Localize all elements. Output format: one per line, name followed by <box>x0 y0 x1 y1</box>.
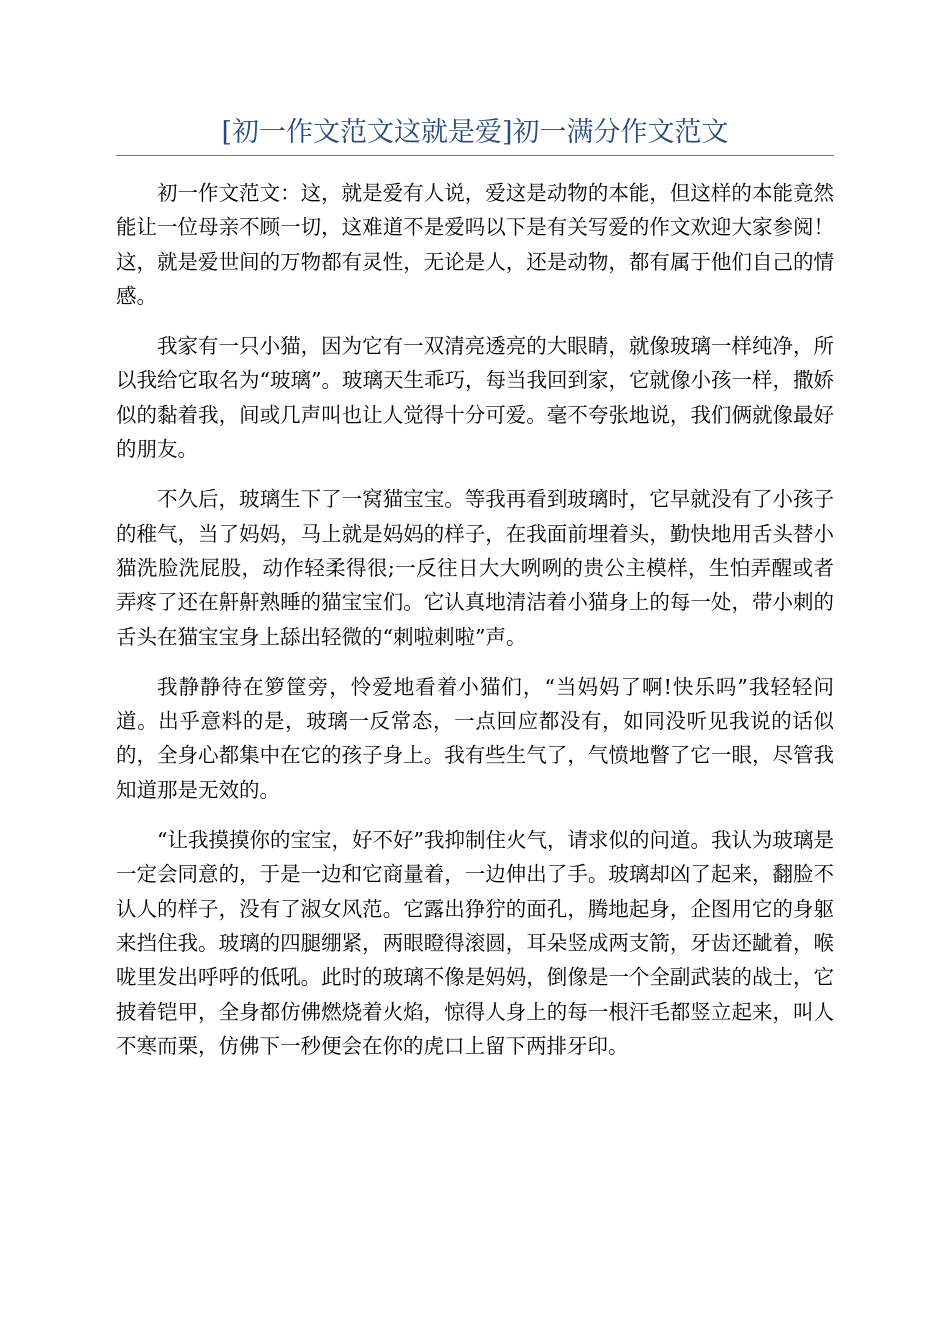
paragraph-3: 不久后，玻璃生下了一窝猫宝宝。等我再看到玻璃时，它早就没有了小孩子的稚气，当了妈妈，马上就是妈妈的样子，在我面前埋着头，勤快地用舌头替小猫洗脸洗屁股，动作轻柔得很;一反往日大大咧咧的贵公主模样，生怕弄醒或者弄疼了还在鼾鼾熟睡的猫宝宝们。它认真地清洁着小猫身上的每一处，带小刺的舌头在猫宝宝身上舔出轻微的“刺啦刺啦”声。 <box>116 487 834 649</box>
paragraph-1: 初一作文范文：这，就是爱有人说，爱这是动物的本能，但这样的本能竟然能让一位母亲不顾一切，这难道不是爱吗以下是有关写爱的作文欢迎大家参阅！这，就是爱世间的万物都有灵性，无论是人，还是动物，都有属于他们自己的情感。 <box>116 181 834 308</box>
document-title: [初一作文范文这就是爱]初一满分作文范文 <box>221 117 729 148</box>
paragraph-2: 我家有一只小猫，因为它有一双清亮透亮的大眼睛，就像玻璃一样纯净，所以我给它取名为“玻璃”。玻璃天生乖巧，每当我回到家，它就像小孩一样，撒娇似的黏着我，间或几声叫也让人觉得十分可爱。毫不夸张地说，我们俩就像最好的朋友。 <box>116 334 834 462</box>
paragraph-4: 我静静待在箩筐旁，怜爱地看着小猫们，“当妈妈了啊!快乐吗”我轻轻问道。出乎意料的是，玻璃一反常态，一点回应都没有，如同没听见我说的话似的，全身心都集中在它的孩子身上。我有些生气了，气愤地瞥了它一眼，尽管我知道那是无效的。 <box>116 674 834 802</box>
paragraph-5: “让我摸摸你的宝宝，好不好”我抑制住火气，请求似的问道。我认为玻璃是一定会同意的，于是一边和它商量着，一边伸出了手。玻璃却凶了起来，翻脸不认人的样子，没有了淑女风范。它露出狰狞的面孔，腾地起身，企图用它的身躯来挡住我。玻璃的四腿绷紧，两眼瞪得滚圆，耳朵竖成两支箭，牙齿还龇着，喉咙里发出呼呼的低吼。此时的玻璃不像是妈妈，倒像是一个全副武装的战士，它披着铠甲，全身都仿佛燃烧着火焰，惊得人身上的每一根汗毛都竖立起来，叫人不寒而栗，仿佛下一秒便会在你的虎口上留下两排牙印。 <box>116 828 834 1058</box>
title-underline <box>116 155 834 156</box>
document-body <box>116 176 834 1079</box>
